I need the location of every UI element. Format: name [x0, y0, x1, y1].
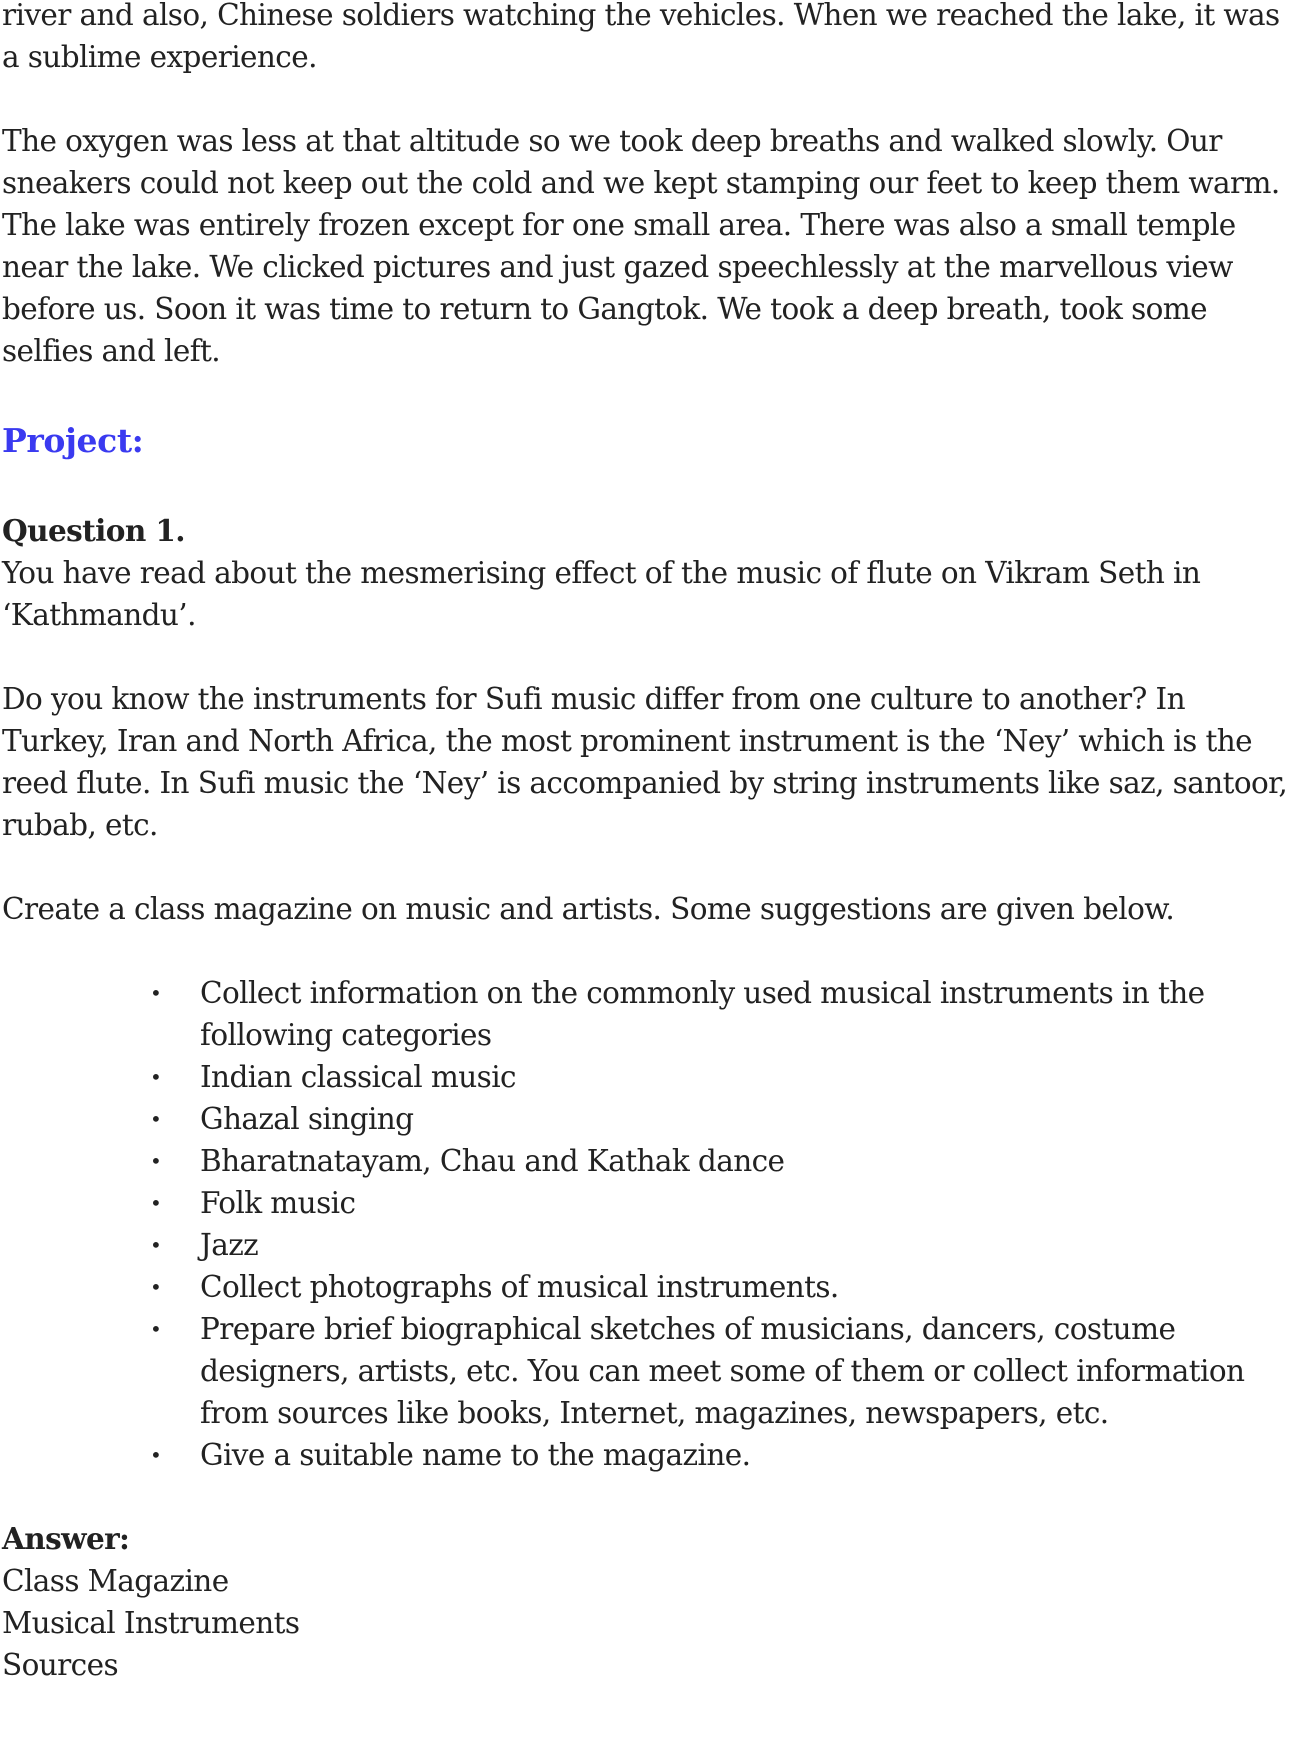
list-item-text: Bharatnatayam, Chau and Kathak dance [200, 1144, 785, 1178]
list-item-text: Folk music [200, 1186, 356, 1220]
lake-description-paragraph: The oxygen was less at that altitude so we took deep breaths and walked slowly. Our sneakers could not keep out the cold and we kept stamping our feet to keep them warm. The lake was entirely frozen except for one small area. There was also a small temple near the lake. We clicked pictures and just gazed speechlessly at the marvellous view before us. Soon it was time to return to Gangtok. We took a deep breath, took some selfies and left. [2, 124, 1280, 368]
list-item-text: Collect photographs of musical instruments. [200, 1270, 839, 1304]
list-item-text: Ghazal singing [200, 1102, 414, 1136]
answer-line: Sources [2, 1648, 118, 1682]
bullet-icon: • [150, 1191, 162, 1215]
bullet-icon: • [150, 1275, 162, 1299]
answer-line: Musical Instruments [2, 1606, 300, 1640]
list-item [150, 1140, 1292, 1182]
question-intro: You have read about the mesmerising effect of the music of flute on Vikram Seth in ‘Kathmandu’. [2, 556, 1201, 632]
bullet-icon: • [150, 981, 162, 1005]
list-item-text: Jazz [200, 1228, 259, 1262]
question-sufi-paragraph: Do you know the instruments for Sufi music differ from one culture to another? In Turkey, Iran and North Africa, the most prominent instrument is the ‘Ney’ which is the reed flute. In Sufi music the ‘Ney’ is accompanied by string instruments like saz, santoor, rubab, etc. [2, 682, 1288, 842]
list-item [150, 1182, 1292, 1224]
list-item-text: Indian classical music [200, 1060, 516, 1094]
list-item [150, 1434, 1292, 1476]
list-item [150, 1098, 1292, 1140]
list-item-text: Give a suitable name to the magazine. [200, 1438, 751, 1472]
bullet-icon: • [150, 1107, 162, 1131]
answer-title: Answer: [2, 1521, 130, 1556]
bullet-icon: • [150, 1065, 162, 1089]
list-item [150, 1266, 1292, 1308]
answer-line: Class Magazine [2, 1564, 229, 1598]
bullet-icon: • [150, 1233, 162, 1257]
document-page [2, 0, 1292, 1686]
list-item [150, 1056, 1292, 1098]
list-item [150, 1224, 1292, 1266]
project-heading: Project: [2, 421, 144, 460]
list-item [150, 972, 1292, 1056]
bullet-icon: • [150, 1149, 162, 1173]
list-item [150, 1308, 1292, 1434]
list-item-text: Collect information on the commonly used musical instruments in the following categories [200, 976, 1205, 1052]
intro-paragraph: river and also, Chinese soldiers watching the vehicles. When we reached the lake, it was a sublime experience. [2, 0, 1280, 74]
bullet-icon: • [150, 1443, 162, 1467]
list-item-text: Prepare brief biographical sketches of musicians, dancers, costume designers, artists, etc. You can meet some of them or collect information from sources like books, Internet, magazines, newspapers, etc. [200, 1312, 1245, 1430]
question-task-paragraph: Create a class magazine on music and artists. Some suggestions are given below. [2, 892, 1175, 926]
suggestions-list [2, 972, 1292, 1476]
question-title: Question 1. [2, 513, 185, 548]
bullet-icon: • [150, 1317, 162, 1341]
